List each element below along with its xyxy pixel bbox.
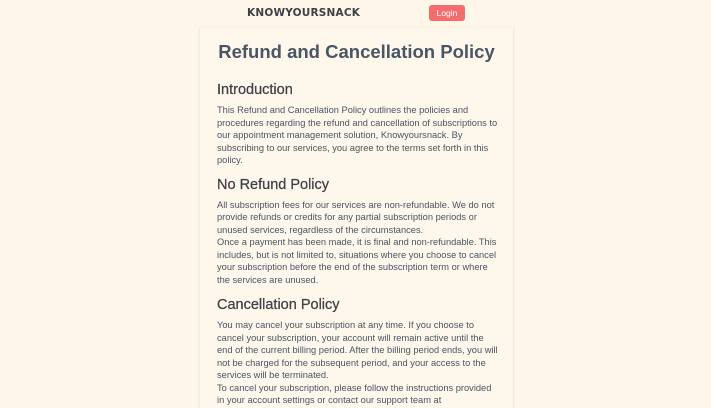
section-paragraph: All subscription fees for our services are non-refundable. We do not provide refunds or credits for any partial subscription periods or unused services, regardless of the circumstances. — [217, 199, 495, 235]
section-cancellation — [217, 296, 499, 407]
section-no-refund — [217, 176, 499, 287]
section-heading: Introduction — [217, 82, 293, 98]
section-paragraph: This Refund and Cancellation Policy outlines the policies and procedures regarding the refund and cancellation of subscriptions to our appointment management solution, Knowyoursnack. By subscribing to our services, you agree to the terms set forth in this policy. — [217, 105, 498, 165]
top-header — [0, 0, 711, 28]
section-introduction — [217, 81, 499, 167]
section-paragraph: Once a payment has been made, it is final and non-refundable. This includes, but is not limited to, situations where you choose to cancel your subscription before the end of the subscription term or where the services are unused. — [217, 237, 497, 285]
section-paragraph: To cancel your subscription, please follow the instructions provided in your account settings or contact our support team at — [217, 382, 492, 405]
brand-logo[interactable]: KNOWYOURSNACK — [247, 6, 361, 20]
policy-card — [199, 28, 514, 408]
page-title: Refund and Cancellation Policy — [218, 41, 495, 62]
section-paragraph: You may cancel your subscription at any time. If you choose to cancel your subscription, your account will remain active until the end of the current billing period. After the billing period ends, you will not be charged for the subsequent period, and your access to the services will be terminated. — [217, 320, 498, 380]
section-heading: Cancellation Policy — [217, 297, 340, 313]
login-button[interactable]: Login — [429, 5, 465, 21]
policy-content — [217, 81, 499, 407]
section-heading: No Refund Policy — [217, 176, 330, 193]
